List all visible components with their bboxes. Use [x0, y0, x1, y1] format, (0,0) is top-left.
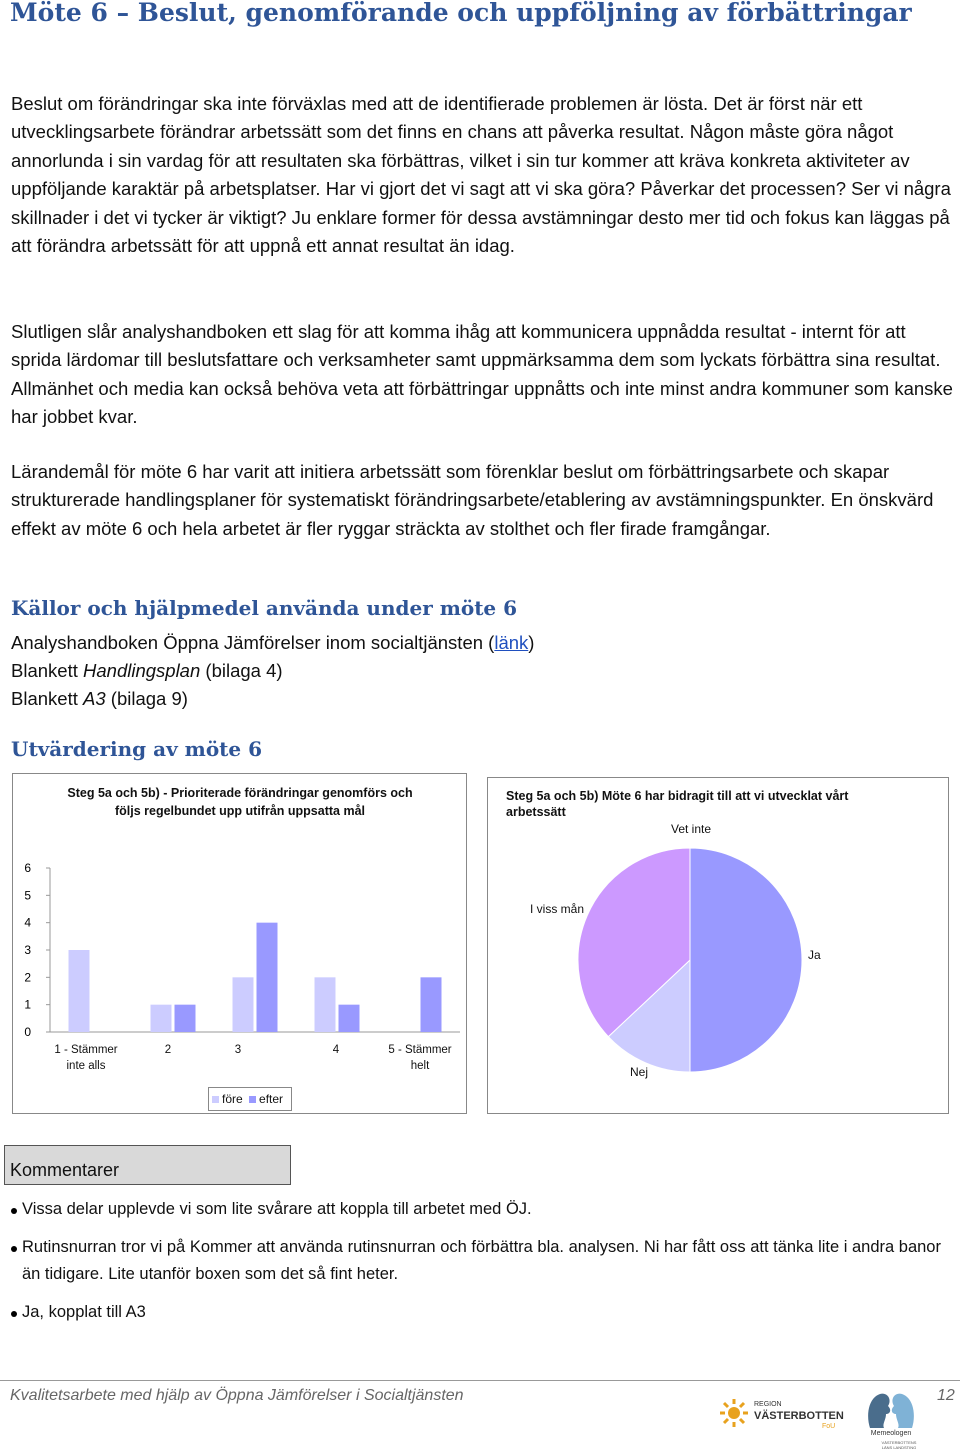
bar-category-label: 1 - Stämmer inte alls [54, 1044, 118, 1072]
bar-category-label: 2 [164, 1044, 172, 1056]
faces-logo-icon [862, 1388, 920, 1432]
bar-före-3 [233, 977, 254, 1032]
bar-chart [0, 0, 480, 1120]
bar-chart-legend [208, 1087, 292, 1111]
bullet-icon [11, 1311, 17, 1317]
bar-category-label: 5 - Stämmer helt [388, 1044, 452, 1072]
pie-label-i-viss-man: I viss mån [530, 902, 585, 916]
source-line-2: Blankett Handlingsplan (bilaga 4) [11, 660, 283, 681]
bar-category-label: 4 [332, 1044, 340, 1056]
footer-text: Kvalitetsarbete med hjälp av Öppna Jämförelser i Socialtjänsten [10, 1387, 464, 1404]
bar-efter-5 [421, 977, 442, 1032]
legend-label-after: efter [259, 1092, 284, 1106]
bar-efter-4 [339, 1005, 360, 1032]
comments-title: Kommentarer [10, 1160, 120, 1180]
legend-swatch-after [249, 1096, 256, 1103]
bar-före-4 [315, 977, 336, 1032]
comment-item: Rutinsnurran tror vi på Kommer att använda rutinsnurran och förbättra bla. analysen. Ni har fått oss att tänka lite i andra banor än tidigare. Lite utanför boxen som det så fint heter. [11, 1234, 946, 1288]
bar-category-label: 3 [234, 1044, 242, 1056]
sources-heading: Källor och hjälpmedel använda under möte 6 [11, 596, 518, 620]
paragraph-2: Slutligen slår analyshandboken ett slag för att komma ihåg att kommunicera uppnådda resultat - internt för att sprida lärdomar till beslutsfattare och verksamheter samt uppmärksamma dem som lyckats förbättra sina resultat. Allmänhet och media kan också behöva veta att förbättringar uppnåtts och inte minst andra kommuner som kanske har jobbet kvar. [11, 321, 953, 428]
paragraph-3: Lärandemål för möte 6 har varit att initiera arbetssätt som förenklar beslut om förbättringsarbete och skapar strukturerade handlingsplaner för systematiskt förändringsarbete/etablering av avstämningspunkter. En önskvärd effekt av möte 6 och hela arbetet är fler ryggar sträckta av stolthet och fler firade framgångar. [11, 461, 934, 539]
pie-label-nej: Nej [630, 1065, 649, 1079]
source-line-3: Blankett A3 (bilaga 9) [11, 688, 188, 709]
bar-efter-2 [175, 1005, 196, 1032]
bar-y-tick-label: 0 [24, 1025, 31, 1039]
bar-y-tick-label: 6 [24, 861, 31, 875]
legend-swatch-before [212, 1096, 219, 1103]
pie-label-ja: Ja [808, 948, 821, 962]
pie-slice-ja [690, 848, 802, 1072]
bar-y-tick-label: 5 [24, 888, 31, 903]
page-number: 12 [937, 1387, 955, 1404]
memeologen-logo: Memeologen VÄSTERBOTTENS LÄNS LANDSTING [862, 1388, 920, 1450]
bar-efter-3 [257, 923, 278, 1032]
bar-y-tick-label: 1 [24, 997, 31, 1012]
comment-item: Vissa delar upplevde vi som lite svårare att koppla till arbetet med ÖJ. [11, 1196, 946, 1223]
pie-chart [560, 835, 820, 1085]
bullet-icon [11, 1246, 17, 1252]
bar-y-tick-label: 2 [24, 970, 31, 985]
source-line-1: Analyshandboken Öppna Jämförelser inom socialtjänsten (länk) [11, 632, 535, 653]
region-vasterbotten-logo: REGION VÄSTERBOTTEN FoU [720, 1395, 840, 1435]
sun-logo-icon [720, 1399, 748, 1427]
paragraph-1: Beslut om förändringar ska inte förväxlas med att de identifierade problemen är lösta. Det är först när ett utvecklingsarbete förändrar arbetssätt som det finns en chans att påverka resultat. Någon måste göra något annorlunda i sin vardag för att resultaten ska förbättras, vilket i sin tur kommer att kräva konkreta aktiviteter av uppföljande karaktär på arbetsplatser. Har vi gjort det vi sagt att vi ska göra? Påverkar det processen? Ser vi några skillnader i det vi tycker är viktigt? Ju enklare former för dessa avstämningar desto mer tid och fokus kan läggas på att förändra arbetssätt för att uppnå ett annat resultat än idag. [11, 93, 951, 257]
bar-y-tick-label: 3 [24, 943, 31, 957]
bar-chart-title: Steg 5a och 5b) - Prioriterade förändringar genomförs och följs regelbundet upp utifrån uppsatta mål [67, 786, 413, 818]
page-heading: Möte 6 – Beslut, genomförande och uppföljning av förbättringar [10, 0, 912, 27]
comment-item: Ja, kopplat till A3 [11, 1299, 946, 1326]
legend-label-before: före [222, 1092, 243, 1106]
source-link[interactable]: länk [494, 632, 529, 653]
bar-y-tick-label: 4 [24, 915, 31, 930]
pie-label-vet-inte: Vet inte [671, 822, 712, 836]
pie-chart-title: Steg 5a och 5b) Möte 6 har bidragit till att vi utvecklat vårt arbetssätt [506, 789, 849, 819]
evaluation-heading: Utvärdering av möte 6 [11, 737, 263, 761]
bar-före-2 [151, 1005, 172, 1032]
footer-divider [0, 1380, 960, 1381]
bullet-icon [11, 1208, 17, 1214]
bar-före-1 [69, 950, 90, 1032]
